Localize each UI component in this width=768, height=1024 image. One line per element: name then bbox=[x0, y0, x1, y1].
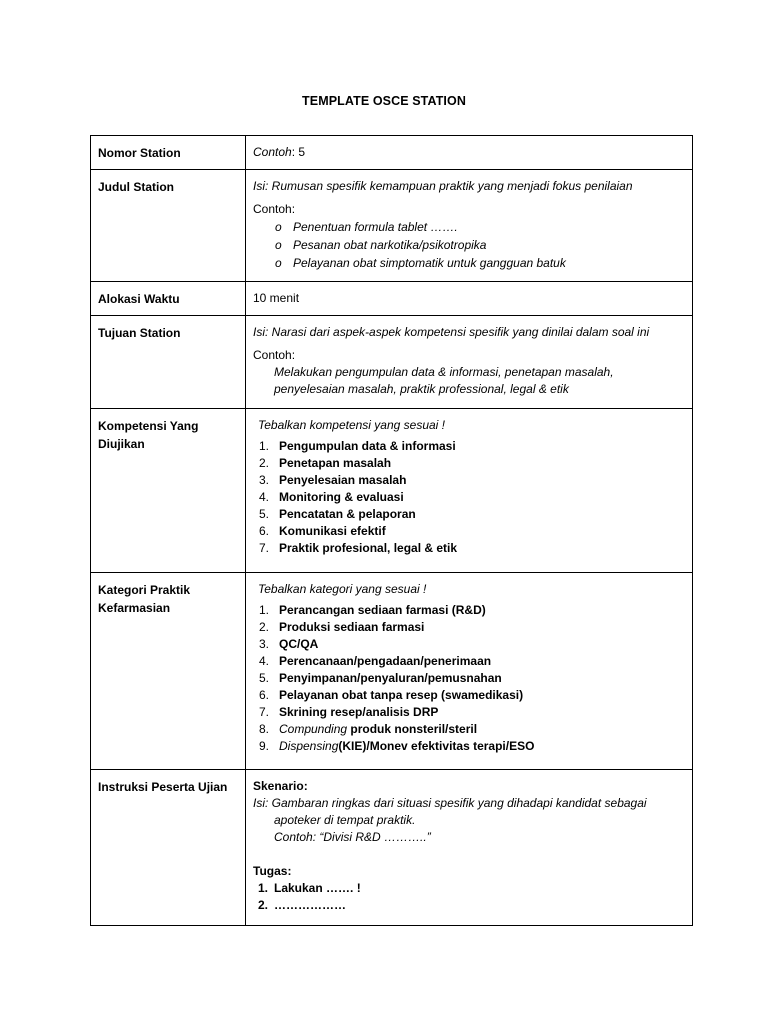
isi-label: Isi bbox=[253, 325, 265, 339]
item-text: Pencatatan & pelaporan bbox=[279, 507, 416, 521]
item-text: Penetapan masalah bbox=[279, 456, 392, 470]
list-item: o Pesanan obat narkotika/psikotropika bbox=[275, 236, 692, 254]
item-text: Lakukan ……. ! bbox=[274, 881, 361, 895]
item-text: ……………… bbox=[274, 898, 346, 912]
list-item: o Penentuan formula tablet ……. bbox=[275, 218, 692, 236]
instruksi-contoh: Contoh: “Divisi R&D ………..” bbox=[274, 830, 431, 844]
value-instruksi bbox=[246, 770, 693, 926]
row-tujuan-station bbox=[91, 316, 693, 409]
document-title: TEMPLATE OSCE STATION bbox=[302, 94, 466, 108]
row-kompetensi bbox=[91, 409, 693, 573]
list-item bbox=[259, 704, 692, 721]
row-instruksi bbox=[91, 770, 693, 926]
list-item bbox=[259, 636, 692, 653]
list-item bbox=[259, 687, 692, 704]
item-text: Komunikasi efektif bbox=[279, 524, 386, 538]
item-text bbox=[279, 721, 477, 738]
item-number: 9. bbox=[259, 739, 270, 753]
item-text: Monitoring & evaluasi bbox=[279, 490, 404, 504]
kategori-instruction: Tebalkan kategori yang sesuai ! bbox=[258, 582, 427, 596]
kategori-list bbox=[253, 602, 692, 755]
isi-text: : Rumusan spesifik kemampuan praktik yang menjadi fokus penilaian bbox=[265, 179, 633, 193]
list-item bbox=[259, 619, 692, 636]
label-alokasi-waktu: Alokasi Waktu bbox=[91, 282, 246, 316]
label-judul-station: Judul Station bbox=[91, 170, 246, 282]
list-item bbox=[259, 540, 692, 557]
item-number: 5. bbox=[259, 507, 270, 521]
isi-label: Isi bbox=[253, 796, 265, 810]
item-number: 4. bbox=[259, 490, 270, 504]
item-text: Pengumpulan data & informasi bbox=[279, 439, 456, 453]
list-item bbox=[259, 738, 692, 755]
kompetensi-list bbox=[253, 438, 692, 557]
isi-label: Isi bbox=[253, 179, 265, 193]
item-text: Praktik profesional, legal & etik bbox=[279, 541, 458, 555]
item-number: 2. bbox=[259, 456, 270, 470]
item-number: 2. bbox=[258, 898, 269, 912]
list-item bbox=[259, 523, 692, 540]
list-item bbox=[259, 670, 692, 687]
list-item bbox=[259, 721, 692, 738]
row-kategori bbox=[91, 573, 693, 770]
skenario-heading: Skenario: bbox=[253, 779, 308, 793]
label-kategori: Kategori Praktik Kefarmasian bbox=[91, 573, 246, 770]
isi-text: : Gambaran ringkas dari situasi spesifik yang dihadapi kandidat sebagai bbox=[265, 796, 647, 810]
tugas-list bbox=[253, 880, 692, 914]
list-item bbox=[259, 489, 692, 506]
item-number: 8. bbox=[259, 722, 270, 736]
list-item bbox=[259, 602, 692, 619]
label-nomor-station: Nomor Station bbox=[91, 136, 246, 170]
contoh-label: Contoh bbox=[253, 145, 292, 159]
item-text: Pelayanan obat tanpa resep (swamedikasi) bbox=[279, 688, 524, 702]
list-item bbox=[258, 880, 692, 897]
item-number: 1. bbox=[258, 881, 269, 895]
list-item bbox=[258, 897, 692, 914]
item-text: Produksi sediaan farmasi bbox=[279, 620, 425, 634]
judul-contoh-label: Contoh: bbox=[253, 202, 296, 216]
value-nomor-station bbox=[246, 136, 693, 170]
value-kompetensi bbox=[246, 409, 693, 573]
instruksi-isi-line-1 bbox=[253, 795, 692, 812]
kompetensi-instruction: Tebalkan kompetensi yang sesuai ! bbox=[258, 418, 446, 432]
item-number: 3. bbox=[259, 637, 270, 651]
tujuan-narasi-line-1: Melakukan pengumpulan data & informasi, penetapan masalah, bbox=[274, 365, 614, 379]
isi-text: : Narasi dari aspek-aspek kompetensi spesifik yang dinilai dalam soal ini bbox=[265, 325, 650, 339]
item-number: 7. bbox=[259, 541, 270, 555]
label-tujuan-station: Tujuan Station bbox=[91, 316, 246, 409]
value-alokasi-waktu: 10 menit bbox=[246, 282, 693, 316]
list-item bbox=[259, 472, 692, 489]
list-item bbox=[259, 506, 692, 523]
item-rest: produk nonsteril/steril bbox=[347, 722, 478, 736]
item-number: 6. bbox=[259, 688, 270, 702]
item-text bbox=[279, 738, 534, 755]
list-item bbox=[259, 438, 692, 455]
item-number: 7. bbox=[259, 705, 270, 719]
item-text: QC/QA bbox=[279, 637, 319, 651]
row-judul-station bbox=[91, 170, 693, 282]
row-alokasi-waktu bbox=[91, 282, 693, 316]
row-nomor-station bbox=[91, 136, 693, 170]
item-number: 4. bbox=[259, 654, 270, 668]
item-text: Penyimpanan/penyaluran/pemusnahan bbox=[279, 671, 502, 685]
list-item bbox=[259, 455, 692, 472]
label-instruksi: Instruksi Peserta Ujian bbox=[91, 770, 246, 926]
item-number: 6. bbox=[259, 524, 270, 538]
item-text: Skrining resep/analisis DRP bbox=[279, 705, 439, 719]
nomor-value: : 5 bbox=[291, 145, 306, 159]
item-text: Perencanaan/pengadaan/penerimaan bbox=[279, 654, 492, 668]
value-kategori bbox=[246, 573, 693, 770]
item-text: Perancangan sediaan farmasi (R&D) bbox=[279, 603, 486, 617]
osce-template-table bbox=[90, 135, 693, 926]
item-rest: (KIE)/Monev efektivitas terapi/ESO bbox=[338, 739, 535, 753]
judul-isi bbox=[253, 178, 692, 195]
item-number: 5. bbox=[259, 671, 270, 685]
judul-examples-list bbox=[253, 218, 692, 272]
tujuan-contoh-label: Contoh: bbox=[253, 348, 296, 362]
item-number: 1. bbox=[259, 439, 270, 453]
tujuan-narasi-line-2: penyelesaian masalah, praktik professional, legal & etik bbox=[274, 382, 569, 396]
item-number: 1. bbox=[259, 603, 270, 617]
label-kompetensi: Kompetensi Yang Diujikan bbox=[91, 409, 246, 573]
instruksi-isi-line-2: apoteker di tempat praktik. bbox=[274, 813, 416, 827]
item-text: Penyelesaian masalah bbox=[279, 473, 407, 487]
value-tujuan-station bbox=[246, 316, 693, 409]
item-number: 2. bbox=[259, 620, 270, 634]
list-item: o Pelayanan obat simptomatik untuk gangguan batuk bbox=[275, 254, 692, 272]
item-italic-term: Compunding bbox=[279, 722, 348, 736]
tugas-heading: Tugas: bbox=[253, 864, 292, 878]
tujuan-isi bbox=[253, 324, 692, 341]
item-number: 3. bbox=[259, 473, 270, 487]
value-judul-station bbox=[246, 170, 693, 282]
item-italic-term: Dispensing bbox=[279, 739, 339, 753]
list-item bbox=[259, 653, 692, 670]
